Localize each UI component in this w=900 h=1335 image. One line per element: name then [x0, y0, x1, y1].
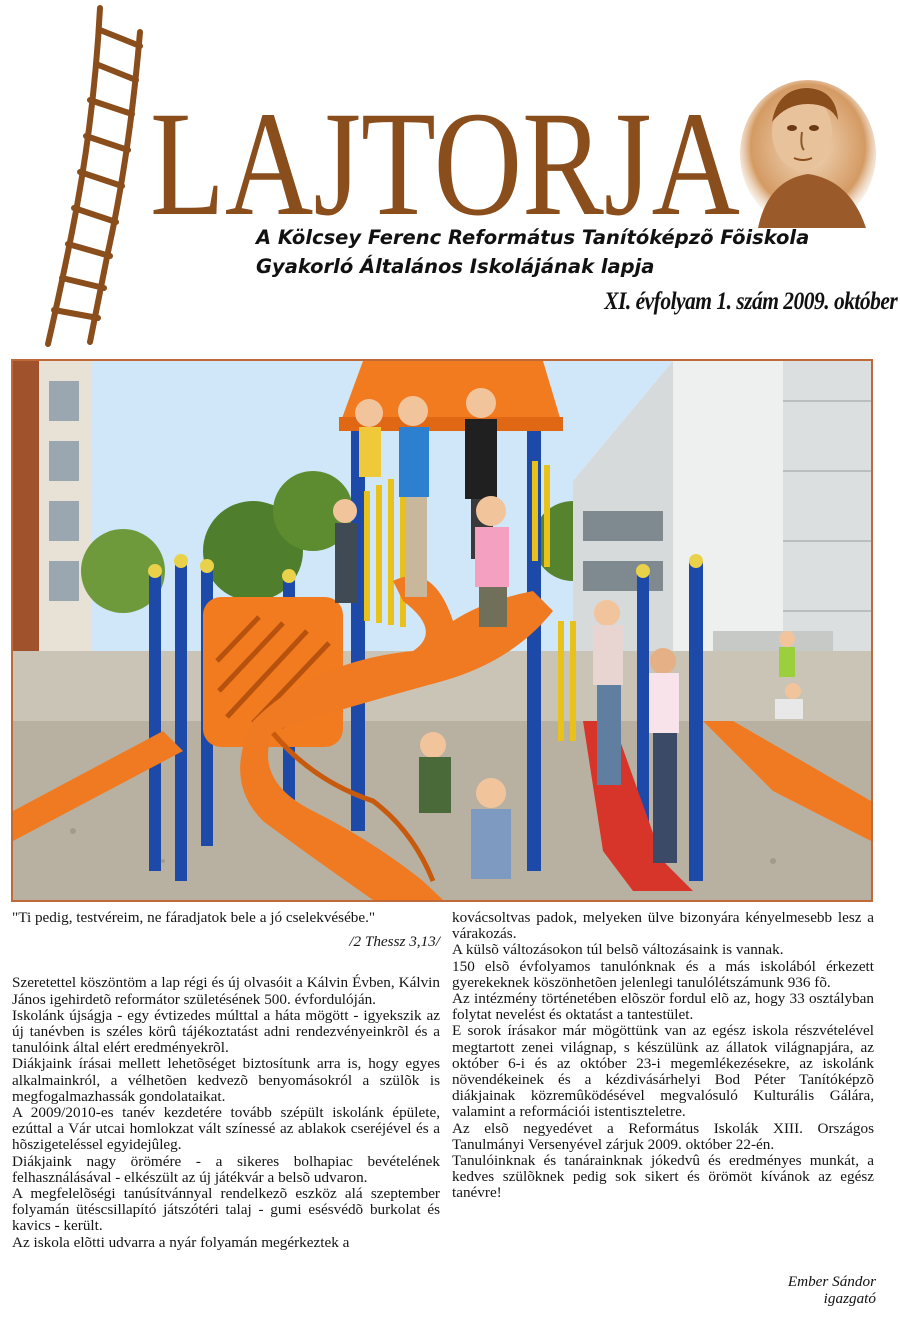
subtitle-line-2: Gyakorló Általános Iskolájának lapja: [256, 255, 655, 278]
signature-name: Ember Sándor: [787, 1273, 876, 1290]
masthead-subtitle: [256, 223, 809, 281]
paragraph: A külsõ változásokon túl belsõ változásaink is vannak.: [452, 941, 784, 959]
masthead-title-text: LAJTORJA: [150, 81, 740, 234]
paragraph: A megfelelõségi tanúsítvánnyal rendelkezõ eszköz alá szeptember folyamán ütéscsillapító játszótéri talaj - gumi esésvédõ burkolat és kavics - került.: [12, 1185, 440, 1235]
subtitle-line-1: A Kölcsey Ferenc Református Tanítóképzõ Fõiskola: [256, 226, 810, 249]
article-right-column: [452, 910, 874, 1202]
issue-info: XI. évfolyam 1. szám 2009. október: [604, 288, 898, 315]
bible-quote: "Ti pedig, testvéreim, ne fáradjatok bele a jó cselekvésébe.": [12, 909, 376, 926]
paragraph: Az iskola elõtti udvarra a nyár folyamán megérkeztek a: [12, 1233, 350, 1251]
paragraph: Az elsõ negyedévet a Református Iskolák XIII. Országos Tanulmányi Versenyével zárjuk 2009. október 22-én.: [452, 1119, 874, 1153]
paragraph: Az intézmény történetében elõször fordul elõ az, hogy 33 osztályban folytat nevelést és oktatást a tantestület.: [452, 990, 874, 1024]
signature-title: igazgató: [823, 1289, 876, 1307]
paragraph: kovácsoltvas padok, melyeken ülve bizonyára kényelmesebb lesz a várakozás.: [452, 909, 874, 943]
paragraph: Tanulóinknak és tanárainknak jókedvû és eredményes munkát, a kedves szülõknek pedig sok sikert és örömöt kívánok az egész tanévre!: [452, 1152, 874, 1202]
paragraph: Diákjaink nagy örömére - a sikeres bolhapiac bevételének felhasználásával - elkészült az új játékvár a belsõ udvaron.: [12, 1152, 440, 1186]
paragraph: Szeretettel köszöntöm a lap régi és új olvasóit a Kálvin Évben, Kálvin János igehirdetõ reformátor születésének 500. évfordulóján.: [12, 974, 440, 1008]
ladder-logo: [12, 2, 152, 348]
playground-photo: [11, 359, 873, 902]
article-left-column: [12, 910, 440, 1251]
bible-quote-reference: /2 Thessz 3,13/: [349, 933, 440, 951]
masthead-title: [150, 14, 750, 234]
paragraph: E sorok írásakor már mögöttünk van az egész iskola részvételével megtartott zenei világnap, s készülünk az állatok világnapjára, az október 6-i és az október 23-i megemlékezésekre, az iskolánk növendékeinek és a kézdivásárhelyi Bod Péter Tanítóképzõ diákjainak közremûködésével megvalósuló Kulturális Gálára, valamint a reformációi istentiszteletre.: [452, 1022, 874, 1121]
paragraph: 150 elsõ évfolyamos tanulónknak és a más iskolából érkezett gyerekeknek köszönhetõen jelenlegi tanulólétszámunk 936 fõ.: [452, 957, 874, 991]
spacer: [12, 950, 440, 975]
paragraph: Iskolánk újságja - egy évtizedes múlttal a háta mögött - igyekszik az új tanévben is széles körû tájékoztatást adni rendezvényeinkrõl és a tanulóink által elért eredményekrõl.: [12, 1006, 440, 1057]
kolcsey-portrait: [738, 70, 878, 228]
paragraph: A 2009/2010-es tanév kezdetére tovább szépült iskolánk épülete, ezúttal a Vár utcai homlokzat vált színessé az ablakok cseréjével és a hõszigeteléssel egyidejûleg.: [12, 1104, 440, 1154]
signature: [640, 1274, 876, 1307]
paragraph: Diákjaink írásai mellett lehetõséget biztosítunk arra is, hogy egyes alkalmainkról, a vélhetõen kedvezõ benyomásokról a szülõk is megfogalmazhassák gondolataikat.: [12, 1055, 440, 1105]
